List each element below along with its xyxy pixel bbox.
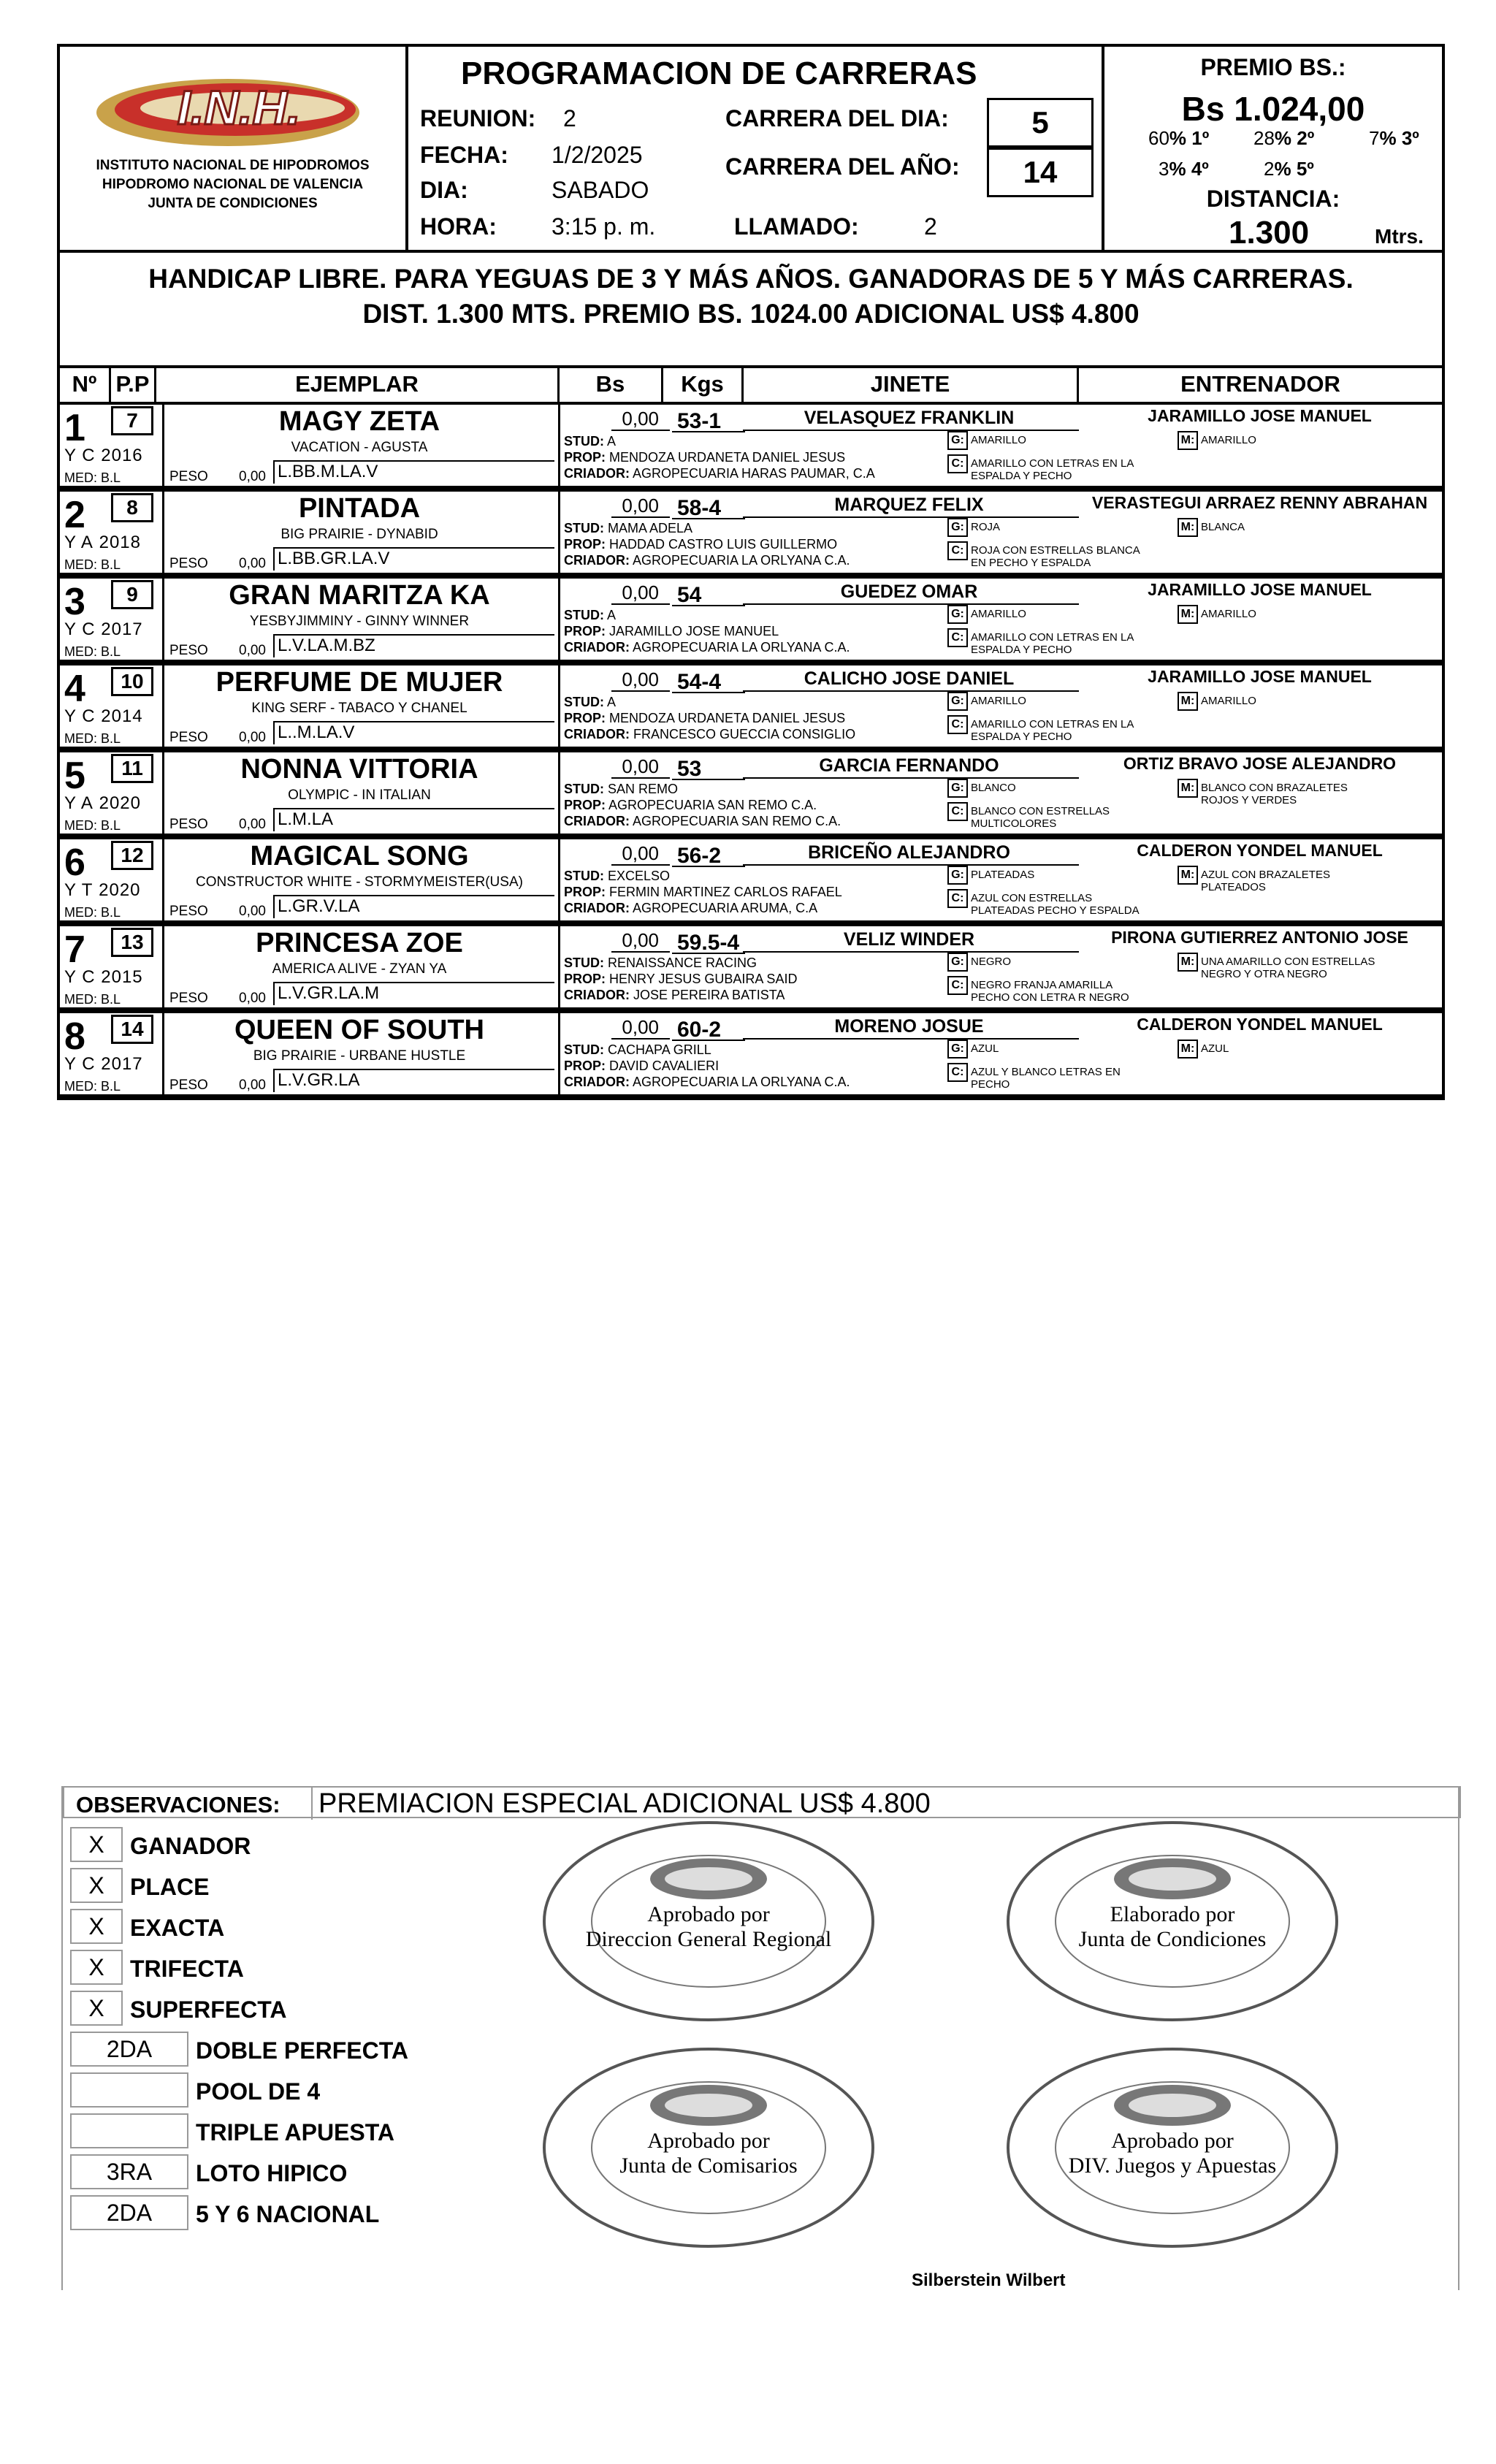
mangas-tag: M: — [1178, 692, 1198, 711]
weight-kgs: 56-2 — [677, 844, 722, 868]
bet-mark: 3RA — [70, 2154, 188, 2189]
breeder: CRIADOR: FRANCESCO GUECCIA CONSIGLIO — [564, 727, 856, 741]
fecha-value: 1/2/2025 — [552, 142, 643, 168]
medication: MED: B.L — [64, 557, 121, 572]
peso-value: 0,00 — [239, 469, 266, 484]
dia-label: DIA: — [420, 177, 468, 203]
mangas-color: UNA AMARILLO CON ESTRELLAS NEGRO Y OTRA NEGRO — [1201, 956, 1375, 980]
peso-label: PESO — [169, 991, 208, 1006]
peso-label: PESO — [169, 469, 208, 484]
chaqueta-color: AZUL CON ESTRELLAS PLATEADAS PECHO Y ESPALDA — [971, 892, 1140, 917]
peso-label: PESO — [169, 904, 208, 919]
post-position: 11 — [111, 754, 153, 783]
stud: STUD: MAMA ADELA — [564, 521, 693, 535]
distancia-value: 1.300 — [1229, 215, 1310, 251]
gorra-color: AMARILLO — [971, 608, 1026, 620]
chaqueta-tag: C: — [947, 541, 968, 560]
observations-label: OBSERVACIONES: — [76, 1792, 280, 1818]
divider — [743, 430, 1079, 431]
peso-label: PESO — [169, 556, 208, 571]
medication: MED: B.L — [64, 818, 121, 833]
performance-code: L.BB.GR.LA.V — [273, 547, 554, 571]
divider — [558, 926, 560, 1007]
chaqueta-tag: C: — [947, 976, 968, 995]
carrera-dia-value: 5 — [987, 98, 1094, 148]
peso-label: PESO — [169, 643, 208, 658]
divider — [558, 405, 560, 486]
mangas-tag: M: — [1178, 779, 1198, 798]
institution-lines — [60, 156, 405, 213]
gorra-tag: G: — [947, 518, 968, 537]
bet-name: DOBLE PERFECTA — [196, 2037, 408, 2064]
divider — [672, 431, 745, 432]
entry-number: 2 — [64, 494, 85, 536]
race-program-sheet — [57, 44, 1445, 1100]
pedigree: BIG PRAIRIE - URBANE HUSTLE — [253, 1048, 466, 1064]
bet-mark: X — [70, 1827, 123, 1862]
horse-name: NONNA VITTORIA — [240, 754, 478, 785]
divider — [743, 1038, 1079, 1040]
divider — [672, 779, 745, 780]
bs-value: 0,00 — [622, 668, 659, 690]
entry-number: 4 — [64, 668, 85, 710]
trainer-name: PIRONA GUTIERREZ ANTONIO JOSE — [1111, 928, 1408, 947]
split-5: 2% 5º — [1264, 158, 1314, 180]
dia-value: SABADO — [552, 177, 649, 203]
medication: MED: B.L — [64, 731, 121, 746]
divider — [672, 1040, 745, 1041]
trainer-name: JARAMILLO JOSE MANUEL — [1148, 406, 1372, 425]
bs-value: 0,00 — [622, 755, 659, 777]
stud: STUD: CACHAPA GRILL — [564, 1042, 711, 1057]
pedigree: OLYMPIC - IN ITALIAN — [288, 787, 431, 803]
mangas-color: BLANCO CON BRAZALETES ROJOS Y VERDES — [1201, 782, 1348, 806]
bet-name: 5 Y 6 NACIONAL — [196, 2201, 380, 2227]
trainer-name: JARAMILLO JOSE MANUEL — [1148, 667, 1372, 686]
bet-mark: X — [70, 1868, 123, 1903]
jockey-name: MARQUEZ FELIX — [834, 495, 984, 515]
peso-value: 0,00 — [239, 730, 266, 745]
sex-year: Y C 2014 — [64, 706, 143, 726]
bs-value: 0,00 — [622, 581, 659, 603]
bet-mark — [70, 2113, 188, 2148]
race-description — [57, 253, 1445, 368]
stud: STUD: A — [564, 695, 617, 709]
divider — [672, 866, 745, 867]
stud: STUD: EXCELSO — [564, 869, 671, 883]
pedigree: CONSTRUCTOR WHITE - STORMYMEISTER(USA) — [196, 874, 523, 890]
divider — [611, 603, 670, 605]
medication: MED: B.L — [64, 644, 121, 659]
gorra-tag: G: — [947, 605, 968, 624]
medication: MED: B.L — [64, 1079, 121, 1094]
owner: PROP: DAVID CAVALIERI — [564, 1059, 720, 1073]
horse-name: GRAN MARITZA KA — [229, 580, 490, 611]
divider — [558, 839, 560, 920]
chaqueta-color: NEGRO FRANJA AMARILLA PECHO CON LETRA R NEGRO — [971, 979, 1129, 1004]
peso-value: 0,00 — [239, 991, 266, 1006]
peso-value: 0,00 — [239, 643, 266, 658]
trainer-name: JARAMILLO JOSE MANUEL — [1148, 580, 1372, 599]
inh-logo-icon — [89, 67, 381, 155]
carrera-dia-label: CARRERA DEL DIA: — [725, 105, 949, 131]
bet-name: TRIPLE APUESTA — [196, 2119, 395, 2145]
horse-name: PERFUME DE MUJER — [215, 667, 503, 698]
premio-label: PREMIO BS.: — [1200, 54, 1346, 80]
approval-stamp — [533, 1812, 884, 2031]
header — [57, 44, 1445, 253]
performance-code: L.V.GR.LA — [273, 1069, 554, 1092]
peso-value: 0,00 — [239, 1077, 266, 1093]
chaqueta-color: AZUL Y BLANCO LETRAS EN PECHO — [971, 1066, 1121, 1091]
col-entrenador: ENTRENADOR — [1180, 371, 1340, 397]
gorra-color: AZUL — [971, 1042, 999, 1055]
divider — [611, 516, 670, 518]
premio-value: Bs 1.024,00 — [1181, 90, 1365, 128]
breeder: CRIADOR: AGROPECUARIA HARAS PAUMAR, C.A — [564, 466, 875, 481]
chaqueta-tag: C: — [947, 1063, 968, 1082]
bet-name: POOL DE 4 — [196, 2078, 321, 2105]
divider — [743, 603, 1079, 605]
owner: PROP: JARAMILLO JOSE MANUEL — [564, 624, 779, 638]
bs-value: 0,00 — [622, 408, 659, 430]
bs-value: 0,00 — [622, 1016, 659, 1038]
stud: STUD: A — [564, 608, 617, 622]
peso-label: PESO — [169, 730, 208, 745]
performance-code: L.M.LA — [273, 808, 554, 831]
logo-text: I.N.H. — [177, 80, 301, 134]
chaqueta-color: AMARILLO CON LETRAS EN LA ESPALDA Y PECHO — [971, 457, 1134, 482]
prize-info — [1104, 47, 1442, 250]
chaqueta-tag: C: — [947, 889, 968, 908]
jockey-name: CALICHO JOSE DANIEL — [804, 668, 1015, 689]
mangas-tag: M: — [1178, 605, 1198, 624]
split-1: 60% 1º — [1148, 127, 1210, 149]
divider — [611, 951, 670, 953]
divider — [672, 605, 745, 606]
institution-line: JUNTA DE CONDICIONES — [148, 196, 318, 211]
chaqueta-color: AMARILLO CON LETRAS EN LA ESPALDA Y PECHO — [971, 718, 1134, 743]
divider — [743, 690, 1079, 692]
sex-year: Y C 2017 — [64, 619, 143, 639]
page-title: PROGRAMACION DE CARRERAS — [461, 56, 977, 91]
peso-value: 0,00 — [239, 904, 266, 919]
bet-mark: X — [70, 1950, 123, 1985]
mangas-color: AMARILLO — [1201, 434, 1256, 446]
entry-row — [57, 579, 1445, 665]
pedigree: BIG PRAIRIE - DYNABID — [280, 527, 438, 542]
mangas-color: AZUL — [1201, 1042, 1229, 1055]
mangas-color: AMARILLO — [1201, 608, 1256, 620]
divider — [558, 665, 560, 747]
chaqueta-color: ROJA CON ESTRELLAS BLANCA EN PECHO Y ESPALDA — [971, 544, 1140, 569]
weight-kgs: 54-4 — [677, 670, 722, 694]
medication: MED: B.L — [64, 992, 121, 1007]
sex-year: Y A 2018 — [64, 533, 141, 552]
entries-list — [57, 405, 1445, 1100]
gorra-tag: G: — [947, 866, 968, 885]
stamp-text: Aprobado por DIV. Juegos y Apuestas — [1068, 2129, 1277, 2178]
entry-row — [57, 926, 1445, 1013]
breeder: CRIADOR: AGROPECUARIA ARUMA, C.A — [564, 901, 818, 915]
jockey-name: MORENO JOSUE — [834, 1016, 984, 1037]
weight-kgs: 58-4 — [677, 496, 722, 520]
col-kgs: Kgs — [663, 368, 744, 402]
divider — [611, 864, 670, 866]
gorra-color: PLATEADAS — [971, 869, 1035, 881]
peso-value: 0,00 — [239, 556, 266, 571]
institution-line: HIPODROMO NACIONAL DE VALENCIA — [102, 177, 364, 192]
horse-name: PINTADA — [298, 493, 421, 524]
trainer-name: CALDERON YONDEL MANUEL — [1137, 1015, 1383, 1034]
horse-name: PRINCESA ZOE — [256, 928, 463, 958]
observations-value: PREMIACION ESPECIAL ADICIONAL US$ 4.800 — [311, 1788, 1459, 1820]
mangas-tag: M: — [1178, 518, 1198, 537]
medication: MED: B.L — [64, 470, 121, 485]
divider — [558, 752, 560, 834]
owner: PROP: MENDOZA URDANETA DANIEL JESUS — [564, 711, 846, 725]
owner: PROP: HENRY JESUS GUBAIRA SAID — [564, 972, 798, 986]
divider — [611, 430, 670, 431]
bet-mark — [70, 2072, 188, 2108]
divider — [743, 777, 1079, 779]
post-position: 7 — [111, 406, 153, 435]
bet-name: SUPERFECTA — [130, 1996, 287, 2023]
entry-number: 6 — [64, 842, 85, 884]
bs-value: 0,00 — [622, 842, 659, 864]
post-position: 13 — [111, 928, 153, 957]
divider — [672, 518, 745, 519]
mangas-tag: M: — [1178, 953, 1198, 972]
approval-stamp — [533, 2038, 884, 2257]
mangas-color: AMARILLO — [1201, 695, 1256, 707]
mangas-tag: M: — [1178, 1040, 1198, 1059]
bet-name: EXACTA — [130, 1915, 225, 1941]
owner: PROP: HADDAD CASTRO LUIS GUILLERMO — [564, 537, 838, 552]
weight-kgs: 53 — [677, 757, 702, 781]
pedigree: KING SERF - TABACO Y CHANEL — [251, 701, 468, 716]
hora-value: 3:15 p. m. — [552, 213, 656, 240]
stud: STUD: RENAISSANCE RACING — [564, 956, 757, 970]
sex-year: Y C 2016 — [64, 446, 143, 465]
horse-name: QUEEN OF SOUTH — [234, 1015, 485, 1045]
medication: MED: B.L — [64, 905, 121, 920]
entry-number: 8 — [64, 1015, 85, 1058]
horse-name: MAGICAL SONG — [250, 841, 469, 871]
split-3: 7% 3º — [1369, 127, 1419, 149]
gorra-tag: G: — [947, 1040, 968, 1059]
breeder: CRIADOR: AGROPECUARIA LA ORLYANA C.A. — [564, 553, 850, 568]
llamado-value: 2 — [924, 213, 937, 240]
weight-kgs: 59.5-4 — [677, 931, 740, 955]
performance-code: L.BB.M.LA.V — [273, 460, 554, 484]
sex-year: Y T 2020 — [64, 880, 141, 900]
bs-value: 0,00 — [622, 929, 659, 951]
performance-code: L..M.LA.V — [273, 721, 554, 744]
breeder: CRIADOR: AGROPECUARIA LA ORLYANA C.A. — [564, 640, 850, 655]
entry-number: 7 — [64, 928, 85, 971]
breeder: CRIADOR: AGROPECUARIA SAN REMO C.A. — [564, 814, 842, 828]
divider — [611, 1038, 670, 1040]
performance-code: L.V.GR.LA.M — [273, 982, 554, 1005]
institution-line: INSTITUTO NACIONAL DE HIPODROMOS — [96, 158, 370, 173]
bet-name: LOTO HIPICO — [196, 2160, 348, 2186]
divider — [672, 692, 745, 693]
hora-label: HORA: — [420, 213, 497, 240]
entry-row — [57, 405, 1445, 492]
breeder: CRIADOR: JOSE PEREIRA BATISTA — [564, 988, 785, 1002]
bet-mark: X — [70, 1991, 123, 2026]
fecha-label: FECHA: — [420, 142, 508, 168]
bet-name: TRIFECTA — [130, 1956, 244, 1982]
pedigree: VACATION - AGUSTA — [291, 440, 428, 455]
chaqueta-tag: C: — [947, 454, 968, 473]
description-line: DIST. 1.300 MTS. PREMIO BS. 1024.00 ADICIONAL US$ 4.800 — [362, 299, 1140, 329]
weight-kgs: 53-1 — [677, 409, 722, 433]
trainer-name: VERASTEGUI ARRAEZ RENNY ABRAHAN — [1091, 493, 1428, 512]
post-position: 10 — [111, 667, 153, 696]
gorra-tag: G: — [947, 779, 968, 798]
stamp-text: Elaborado por Junta de Condiciones — [1078, 1902, 1267, 1951]
gorra-color: ROJA — [971, 521, 1001, 533]
divider — [743, 951, 1079, 953]
chaqueta-color: AMARILLO CON LETRAS EN LA ESPALDA Y PECHO — [971, 631, 1134, 656]
jockey-name: BRICEÑO ALEJANDRO — [808, 842, 1010, 863]
weight-kgs: 60-2 — [677, 1018, 722, 1042]
jockey-name: VELASQUEZ FRANKLIN — [804, 408, 1015, 428]
approval-stamp — [997, 2038, 1348, 2257]
sex-year: Y C 2015 — [64, 967, 143, 987]
pedigree: AMERICA ALIVE - ZYAN YA — [272, 961, 447, 977]
sex-year: Y A 2020 — [64, 793, 141, 813]
col-pp: P.P — [111, 368, 156, 402]
owner: PROP: FERMIN MARTINEZ CARLOS RAFAEL — [564, 885, 842, 899]
logo-cell — [60, 47, 408, 250]
description-line: HANDICAP LIBRE. PARA YEGUAS DE 3 Y MÁS AÑOS. GANADORAS DE 5 Y MÁS CARRERAS. — [148, 264, 1354, 294]
sex-year: Y C 2017 — [64, 1054, 143, 1074]
entry-row — [57, 839, 1445, 926]
entry-row — [57, 752, 1445, 839]
gorra-color: AMARILLO — [971, 695, 1026, 707]
approval-stamp — [997, 1812, 1348, 2031]
bet-mark: X — [70, 1909, 123, 1944]
jockey-name: GUEDEZ OMAR — [840, 581, 978, 602]
gorra-tag: G: — [947, 953, 968, 972]
entry-row — [57, 492, 1445, 579]
owner: PROP: AGROPECUARIA SAN REMO C.A. — [564, 798, 817, 812]
performance-code: L.V.LA.M.BZ — [273, 634, 554, 657]
divider — [558, 1013, 560, 1094]
divider — [558, 579, 560, 660]
llamado-label: LLAMADO: — [734, 213, 859, 240]
stud: STUD: A — [564, 434, 617, 449]
table-header — [57, 368, 1445, 405]
post-position: 8 — [111, 493, 153, 522]
entry-row — [57, 1013, 1445, 1100]
split-2: 28% 2º — [1253, 127, 1315, 149]
gorra-tag: G: — [947, 431, 968, 450]
carrera-ano-label: CARRERA DEL AÑO: — [725, 153, 960, 180]
mangas-tag: M: — [1178, 431, 1198, 450]
chaqueta-tag: C: — [947, 802, 968, 821]
peso-value: 0,00 — [239, 817, 266, 832]
divider — [611, 690, 670, 692]
entry-number: 3 — [64, 581, 85, 623]
entry-number: 1 — [64, 407, 85, 449]
bet-mark: 2DA — [70, 2032, 188, 2067]
owner: PROP: MENDOZA URDANETA DANIEL JESUS — [564, 450, 846, 465]
gorra-color: AMARILLO — [971, 434, 1026, 446]
divider — [558, 492, 560, 573]
divider — [672, 953, 745, 954]
distancia-label: DISTANCIA: — [1206, 186, 1340, 212]
stud: STUD: SAN REMO — [564, 782, 679, 796]
jockey-name: GARCIA FERNANDO — [819, 755, 999, 776]
horse-name: MAGY ZETA — [278, 406, 440, 437]
breeder: CRIADOR: AGROPECUARIA LA ORLYANA C.A. — [564, 1075, 850, 1089]
col-bs: Bs — [560, 368, 663, 402]
signature-name: Silberstein Wilbert — [912, 2270, 1066, 2290]
stamp-text: Aprobado por Junta de Comisarios — [619, 2129, 798, 2178]
stamp-text: Aprobado por Direccion General Regional — [585, 1902, 832, 1951]
peso-label: PESO — [169, 1077, 208, 1093]
chaqueta-tag: C: — [947, 715, 968, 734]
trainer-name: ORTIZ BRAVO JOSE ALEJANDRO — [1123, 754, 1397, 773]
reunion-value: 2 — [563, 105, 576, 131]
bet-name: GANADOR — [130, 1833, 251, 1859]
col-jinete: JINETE — [744, 368, 1079, 402]
bs-value: 0,00 — [622, 495, 659, 516]
mangas-color: BLANCA — [1201, 521, 1245, 533]
col-ejemplar: EJEMPLAR — [156, 368, 560, 402]
mangas-color: AZUL CON BRAZALETES PLATEADOS — [1201, 869, 1330, 893]
performance-code: L.GR.V.LA — [273, 895, 554, 918]
entry-row — [57, 665, 1445, 752]
jockey-name: VELIZ WINDER — [843, 929, 975, 950]
gorra-color: BLANCO — [971, 782, 1016, 794]
post-position: 14 — [111, 1015, 153, 1044]
chaqueta-tag: C: — [947, 628, 968, 647]
gorra-color: NEGRO — [971, 956, 1012, 968]
mangas-tag: M: — [1178, 866, 1198, 885]
entry-number: 5 — [64, 755, 85, 797]
pedigree: YESBYJIMMINY - GINNY WINNER — [249, 614, 470, 629]
weight-kgs: 54 — [677, 583, 702, 607]
divider — [743, 864, 1079, 866]
post-position: 12 — [111, 841, 153, 870]
trainer-name: CALDERON YONDEL MANUEL — [1137, 841, 1383, 860]
distancia-unit: Mtrs. — [1375, 225, 1424, 248]
chaqueta-color: BLANCO CON ESTRELLAS MULTICOLORES — [971, 805, 1110, 830]
carrera-ano-value: 14 — [987, 148, 1094, 197]
reunion-label: REUNION: — [420, 105, 536, 131]
split-4: 3% 4º — [1159, 158, 1209, 180]
program-info — [408, 47, 1104, 250]
bet-mark: 2DA — [70, 2195, 188, 2230]
divider — [611, 777, 670, 779]
peso-label: PESO — [169, 817, 208, 832]
col-no: Nº — [60, 368, 111, 402]
bet-name: PLACE — [130, 1874, 210, 1900]
gorra-tag: G: — [947, 692, 968, 711]
divider — [743, 516, 1079, 518]
post-position: 9 — [111, 580, 153, 609]
